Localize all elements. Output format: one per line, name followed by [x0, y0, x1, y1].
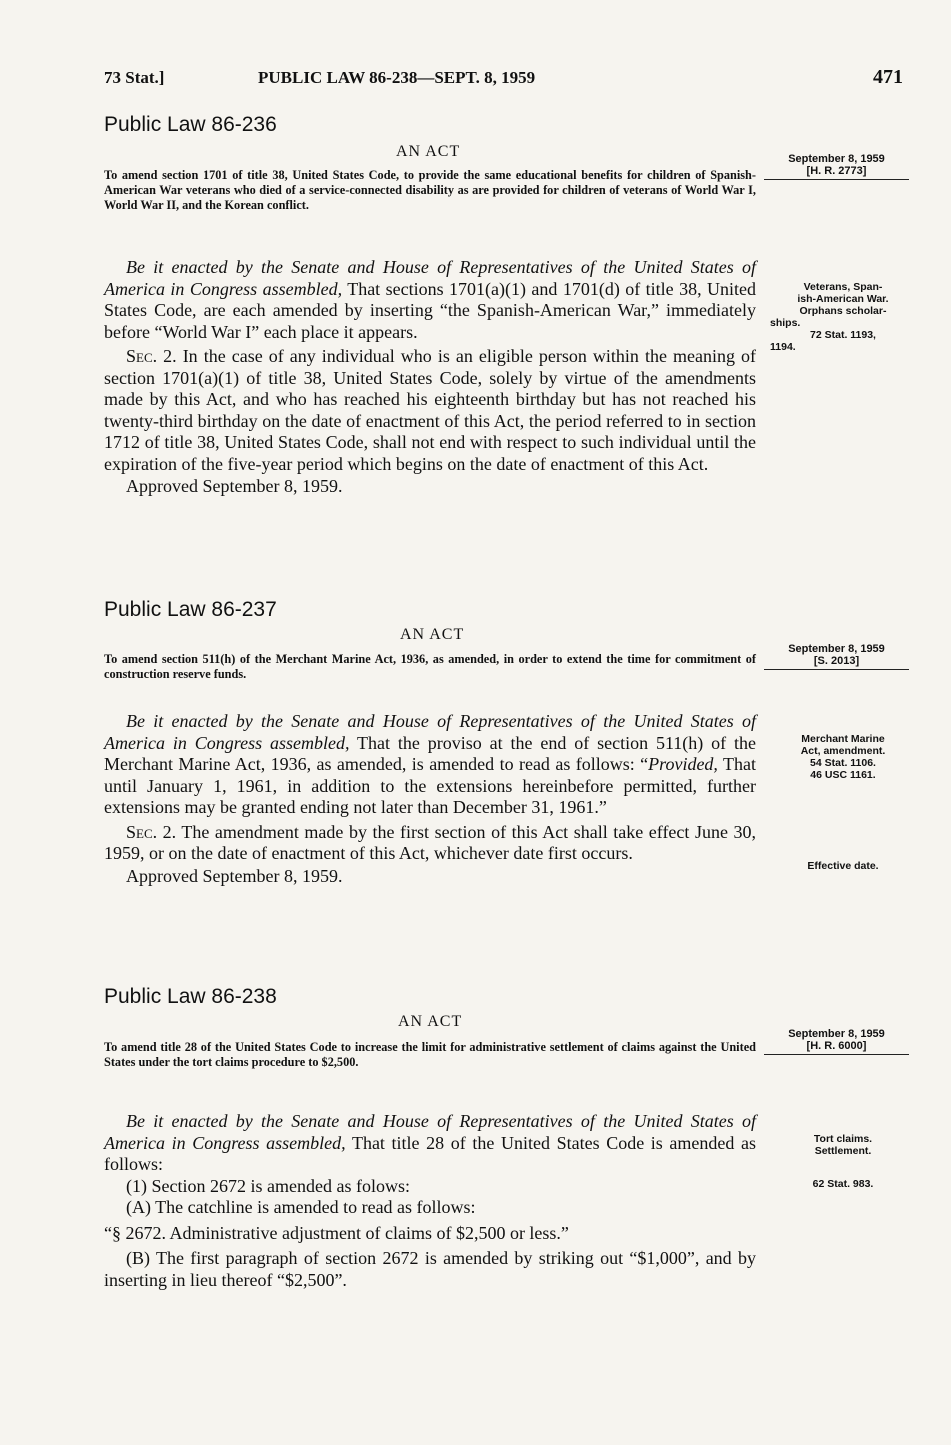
law-238-enacting-clause: Be it enacted by the Senate and House of Representatives of the United States of America in Congress assembled, [104, 1111, 756, 1153]
law-236-section-1: That sections 1701(a)(1) and 1701(d) of title 38, United States Code, are each amended by inserting “the Spanish-American War,” immediately before “World War I” each place it appears. [104, 278, 756, 342]
law-238-stat-note: 62 Stat. 983. [812, 1178, 874, 1190]
law-238-item-1: (1) Section 2672 is amended as folows: [126, 1175, 410, 1196]
law-237-section-1-tail: That until January 1, 1961, in addition to the extensions hereinbefore permitted, further extensions may be granted ending not later than December 31, 1961.” [104, 754, 756, 817]
side-note-line: Tort claims. [813, 1133, 873, 1145]
side-note-line: ships. [770, 317, 801, 329]
side-note-line: ish-American War. [797, 293, 889, 305]
law-238-bill: [H. R. 6000] [806, 1040, 867, 1052]
law-237-bill: [S. 2013] [813, 655, 860, 667]
law-238-an-act: AN ACT [398, 1013, 463, 1030]
law-236-date: September 8, 1959 [788, 153, 885, 165]
law-237-approved: Approved September 8, 1959. [126, 865, 343, 886]
law-237-side-note [768, 733, 918, 781]
law-238-side-note [768, 1133, 918, 1157]
side-note-line: Veterans, Span- [803, 281, 883, 293]
law-238-section-1: That title 28 of the United States Code is amended as follows: [104, 1132, 756, 1174]
law-238-body [104, 1111, 756, 1291]
law-237-date: September 8, 1959 [788, 643, 885, 655]
law-238-date: September 8, 1959 [788, 1028, 885, 1040]
law-236-section-2: In the case of any individual who is an eligible person within the meaning of section 1701(a)(1) of title 38, United States Code, solely by virtue of the amendments made by this Act, and who has reached his eighteenth birthday but has not reached his twenty-third birthday on the date of enactment of this Act, the period referred to in section 1712 of title 38, United States Code, shall not end with respect to such individual until the expiration of the five-year period which begins on the date of enactment of this Act. [104, 346, 756, 474]
law-236-date-block [764, 153, 909, 180]
side-note-line: Act, amendment. [800, 745, 886, 757]
law-237-section-1: That the proviso at the end of section 511(h) of the Merchant Marine Act, 1936, as amended, is amended to read as follows: “ [104, 732, 757, 774]
side-note-line: 46 USC 1161. [810, 769, 876, 781]
law-238-title: Public Law 86-238 [104, 985, 277, 1008]
law-237-effective-date-note: Effective date. [807, 860, 879, 872]
law-237-purpose: To amend section 511(h) of the Merchant Marine Act, 1936, as amended, in order to extend the time for commitment of construction reserve funds. [104, 652, 756, 681]
side-note-line: Orphans scholar- [799, 305, 887, 317]
law-237-body [104, 711, 756, 887]
law-236-bill: [H. R. 2773] [806, 165, 867, 177]
side-note-line: 72 Stat. 1193, [810, 329, 876, 341]
law-236-body [104, 257, 756, 498]
law-237-section-2: The amendment made by the first section of this Act shall take effect June 30, 1959, or on the date of enactment of this Act, whichever date first occurs. [104, 821, 756, 863]
law-237-enacting-clause: Be it enacted by the Senate and House of Representatives of the United States of America in Congress assembled, [104, 711, 756, 753]
law-237-date-block [764, 643, 909, 670]
law-237-an-act: AN ACT [400, 626, 465, 643]
law-237-provided: Provided, [648, 754, 718, 774]
side-note-line: 54 Stat. 1106. [810, 757, 876, 769]
law-238-item-b: (B) The first paragraph of section 2672 is amended by striking out “$1,000”, and by inserting in lieu thereof “$2,500”. [104, 1248, 756, 1290]
law-236-purpose: To amend section 1701 of title 38, United States Code, to provide the same educational benefits for children of Spanish-American War veterans who died of a service-connected disability as are provided for children of veterans of World War I, World War II, and the Korean conflict. [104, 168, 756, 212]
law-236-approved: Approved September 8, 1959. [126, 476, 343, 496]
law-238-catchline: “§ 2672. Administrative adjustment of claims of $2,500 or less.” [104, 1222, 569, 1243]
law-236-sec2-label: Sec. 2. [126, 346, 177, 366]
law-237-sec2-label: Sec. 2. [126, 821, 177, 842]
side-note-line: 1194. [770, 341, 796, 353]
header-volume: 73 Stat.] [104, 68, 165, 87]
law-236-side-note [768, 281, 918, 353]
law-237-title: Public Law 86-237 [104, 598, 277, 621]
law-238-date-block [764, 1028, 909, 1055]
law-238-item-a: (A) The catchline is amended to read as follows: [126, 1197, 476, 1217]
law-236-title: Public Law 86-236 [104, 113, 277, 136]
law-238-purpose: To amend title 28 of the United States Code to increase the limit for administrative settlement of claims against the United States under the tort claims procedure to $2,500. [104, 1040, 756, 1069]
page-number: 471 [873, 66, 903, 88]
law-236-an-act: AN ACT [396, 143, 461, 160]
side-note-line: Settlement. [814, 1145, 872, 1157]
side-note-line: Merchant Marine [801, 733, 885, 745]
header-title: PUBLIC LAW 86-238—SEPT. 8, 1959 [258, 68, 536, 87]
law-236-enacting-clause: Be it enacted by the Senate and House of Representatives of the United States of America in Congress assembled, [104, 257, 756, 299]
